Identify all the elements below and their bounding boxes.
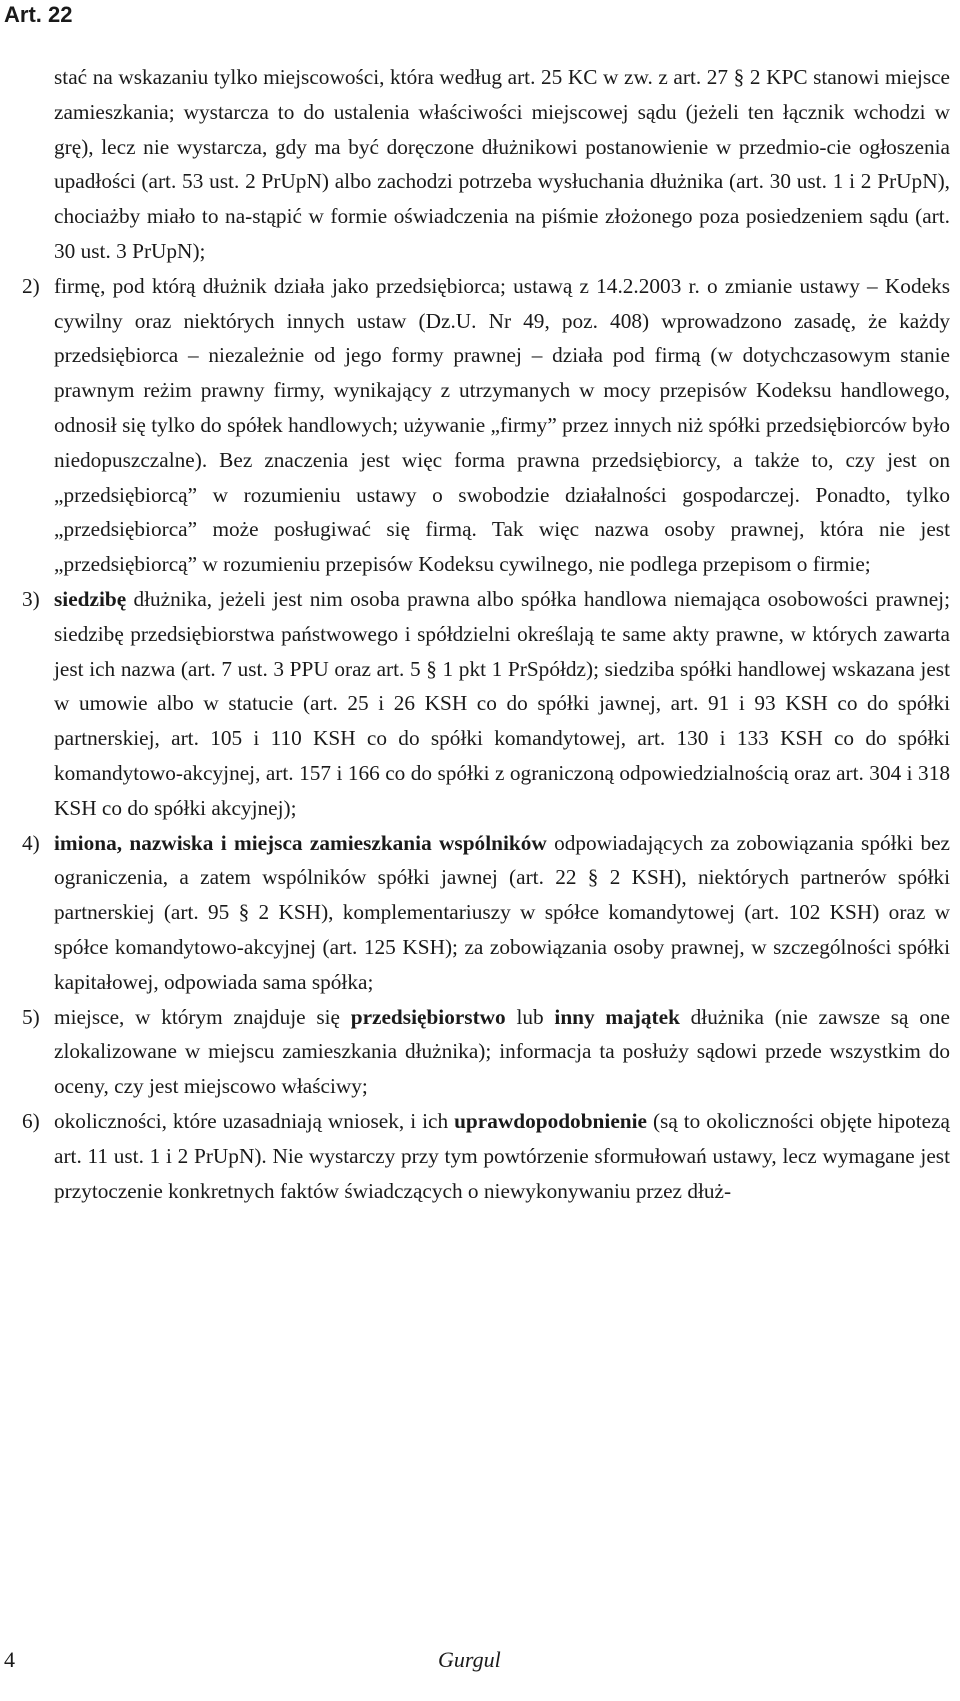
list-item — [22, 1000, 950, 1104]
list-item-text: odpowiadających za zobowiązania spółki bez ograniczenia, a zatem wspólników spółki jawnej (art. 22 § 2 KSH), niektórych partnerów spółki partnerskiej (art. 95 § 2 KSH), komplementariuszy w spółce komandytowej (art. 102 KSH) oraz w spółce komandytowo-akcyjnej (art. 125 KSH); za zobowiązania osoby prawnej, w szczególności spółki kapitałowej, odpowiada sama spółka; — [54, 830, 950, 994]
list-item-text: firmę, pod którą dłużnik działa jako przedsiębiorca; ustawą z 14.2.2003 r. o zmianie ustawy – Kodeks cywilny oraz niektórych innych ustaw (Dz.U. Nr 49, poz. 408) wprowadzono zasadę, że każdy przedsiębiorca – niezależnie od jego formy prawnej – działa pod firmą (w dotychczasowym stanie prawnym reżim prawny firmy, wynikający z utrzymanych w mocy przepisów Kodeksu handlowego, odnosił się tylko do spółek handlowych; używanie „firmy” przez innych niż spółki przedsiębiorców było niedopuszczalne). Bez znaczenia jest więc forma prawna przedsiębiorcy, a także to, czy jest on „przedsiębiorcą” w rozumieniu ustawy o swobodzie działalności gospodarczej. Ponadto, tylko „przedsiębiorca” może posługiwać się firmą. Tak więc nazwa osoby prawnej, która nie jest „przedsiębiorcą” w rozumieniu przepisów Kodeksu cywilnego, nie podlega przepisom o firmie; — [54, 273, 950, 577]
list-item — [22, 269, 950, 582]
list-item-term: siedzibę — [54, 586, 127, 611]
intro-line: wystarcza, gdy ma być doręczone dłużnikowi postanowienie w przedmio- — [176, 134, 827, 159]
list-item-text: (są to okoliczności objęte hipotezą art. 11 ust. 1 i 2 PrUpN). Nie wystarczy przy tym powtórzenie sformułowań ustawy, lecz wymagane jest przytoczenie konkretnych faktów świadczących o niewykonywaniu przez dłuż- — [54, 1108, 950, 1203]
intro-line: wysłuchania dłużnika (art. 30 ust. 1 i 2 PrUpN), chociażby miało to na- — [54, 169, 950, 229]
intro-line: właściwości miejscowej sądu (jeżeli ten łącznik wchodzi w grę), lecz nie — [54, 99, 950, 159]
running-header: Art. 22 — [4, 2, 73, 27]
list-item-term: przedsiębiorstwo — [350, 1004, 506, 1029]
list-item — [22, 582, 950, 826]
list-item-term-2: inny majątek — [554, 1004, 680, 1029]
list-item-number: 3) — [22, 586, 40, 611]
list-item-text-lead: okoliczności, które uzasadniają wniosek, i ich — [54, 1108, 455, 1133]
list-item-term: imiona, nazwiska i miejsca zamieszkania wspólników — [54, 830, 547, 855]
list-item-number: 5) — [22, 1004, 40, 1029]
intro-line: sądu (art. 30 ust. 3 PrUpN); — [54, 204, 951, 263]
list-item — [22, 1104, 950, 1208]
list-item-number: 4) — [22, 830, 40, 855]
list-item — [22, 826, 950, 1000]
list-item-term: uprawdopodobnienie — [454, 1108, 647, 1133]
intro-paragraph — [22, 60, 950, 269]
intro-line: cie ogłoszenia upadłości (art. 53 ust. 2 PrUpN) albo zachodzi potrzeba — [54, 134, 950, 194]
intro-line: z art. 27 § 2 KPC stanowi miejsce zamieszkania; wystarcza to do ustalenia — [54, 65, 951, 124]
document-body — [22, 60, 950, 1208]
list-item-number: 2) — [22, 273, 40, 298]
intro-line: stąpić w formie oświadczenia na piśmie złożonego poza posiedzeniem — [252, 204, 863, 229]
list-item-number: 6) — [22, 1108, 40, 1133]
list-item-text: dłużnika (nie zawsze są one zlokalizowane w miejscu zamieszkania dłużnika); informacja ta posłuży sądowi przede wszystkim do oceny, czy jest miejscowo właściwy; — [54, 1004, 950, 1099]
running-footer-author: Gurgul — [438, 1647, 501, 1672]
list-item-text-lead: miejsce, w którym znajduje się — [54, 1004, 351, 1029]
intro-line: stać na wskazaniu tylko miejscowości, która według art. 25 KC w zw. — [54, 65, 653, 89]
page-number: 4 — [4, 1647, 15, 1672]
list-item-text: dłużnika, jeżeli jest nim osoba prawna albo spółka handlowa niemająca osobowości prawnej; siedzibę przedsiębiorstwa państwowego i spółdzielni określają te same akty prawne, w których zawarta jest ich nazwa (art. 7 ust. 3 PPU oraz art. 5 § 1 pkt 1 PrSpółdz); siedziba spółki handlowej wskazana jest w umowie albo w statucie (art. 25 i 26 KSH co do spółki jawnej, art. 91 i 93 KSH co do spółki partnerskiej, art. 105 i 110 KSH co do spółki komandytowej, art. 130 i 133 KSH co do spółki komandytowo-akcyjnej, art. 157 i 166 co do spółki z ograniczoną odpowiedzialnością oraz art. 304 i 318 KSH co do spółki akcyjnej); — [54, 586, 950, 820]
list-item-text-mid: lub — [505, 1004, 555, 1029]
